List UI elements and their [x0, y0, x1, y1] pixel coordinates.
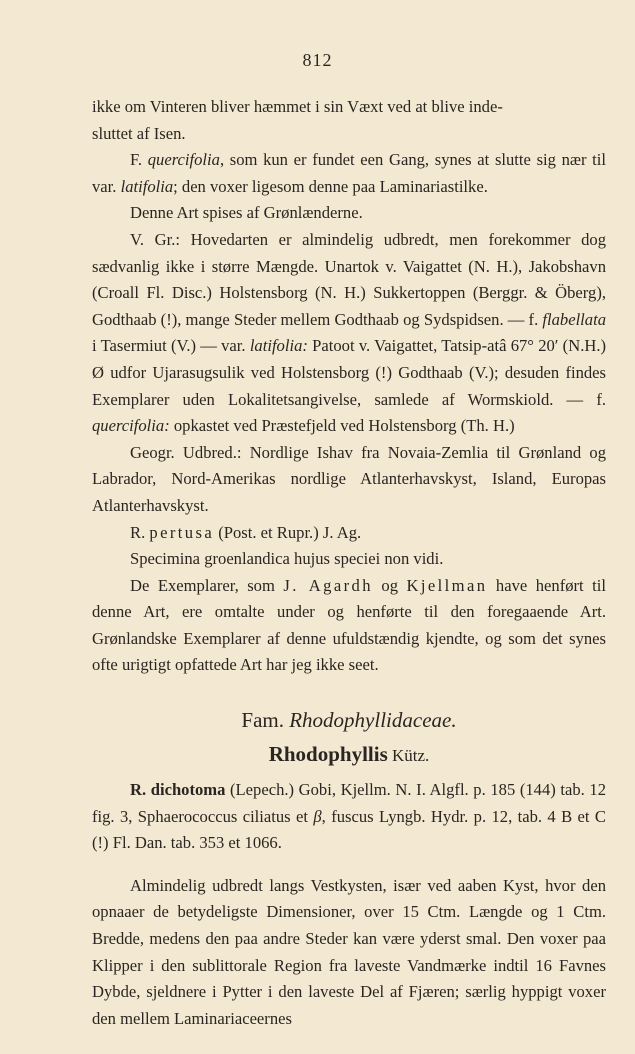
- text-run: ; den voxer ligesom denne paa Laminariastilke.: [173, 176, 488, 196]
- genus-name: Rhodophyllis: [268, 742, 388, 767]
- paragraph-spises: Denne Art spises af Grønlænderne.: [130, 203, 363, 223]
- paragraph-geogr-udbred: Geogr. Udbred.: Nordlige Ishav fra Novaia-Zemlia til Grønland og Labrador, Nord-Amerikas nordlige Atlanterhavskyst, Island, Europas Atlanterhavskyst.: [92, 442, 606, 515]
- text-run: og: [372, 575, 407, 595]
- paragraph-exemplarer: [92, 573, 606, 679]
- text-run: i Tasermiut (V.) — var.: [92, 336, 250, 356]
- text-run: R.: [130, 522, 150, 542]
- text-run: opkastet ved Præstefjeld ved Holstensborg (Th. H.): [169, 416, 515, 436]
- paragraph-distribution-greenland: [92, 227, 606, 440]
- author-name: J. Agardh: [283, 575, 373, 595]
- spacer: [92, 857, 606, 873]
- species-entry-dichotoma: [92, 777, 606, 857]
- page-number: 812: [302, 50, 333, 70]
- italic-term: quercifolia:: [92, 416, 170, 436]
- line-2: sluttet af Isen.: [92, 123, 186, 143]
- italic-term: latifolia: [120, 176, 174, 196]
- author-name: Kjellman: [406, 575, 488, 595]
- text-run: F.: [130, 150, 148, 170]
- text-run: Patoot v. Vaigattet, Tatsip-atâ 67° 20′ (N.H.) Ø udfor Ujarasugsulik ved Holstensborg (!) Godthaab (V.); desuden findes Exemplarer uden Lokalitetsangivelse, samlede af Wormskiold. — f.: [92, 336, 606, 409]
- family-name: Rhodophyllidaceae.: [289, 708, 457, 733]
- paragraph-almindelig: Almindelig udbredt langs Vestkysten, især ved aaben Kyst, hvor den opnaaer de betydeligste Dimensioner, over 15 Ctm. Længde og 1 Ctm. Bredde, medens den paa andre Steder kan være yderst smal. Den voxer paa Klipper i den sublittorale Region fra laveste Vandmærke indtil 16 Favnes Dybde, sjeldnere i Pytter i den laveste Del af Fjæren; særlig hyppigt voxer den mellem Laminariaceernes: [92, 875, 606, 1028]
- species-name: R. dichotoma: [130, 780, 226, 800]
- genus-heading: [92, 739, 606, 771]
- paragraph-specimina: Specimina groenlandica hujus speciei non vidi.: [130, 549, 444, 569]
- italic-term: latifolia:: [249, 336, 308, 356]
- text-run: (Post. et Rupr.) J. Ag.: [214, 522, 362, 542]
- greek-beta: β: [313, 806, 322, 826]
- text-run: , som kun er fundet een Gang, synes at slutte sig nær til var.: [92, 150, 606, 196]
- text-run: De Exemplarer, som: [130, 575, 284, 595]
- text-run: (Lepech.) Gobi, Kjellm. N. I. Algfl. p. 185 (144) tab. 12 fig. 3, Sphaerococcus ciliatus et: [92, 780, 607, 826]
- family-prefix: Fam.: [241, 708, 290, 733]
- paragraph-quercifolia: [92, 147, 606, 200]
- genus-author: Kütz.: [387, 746, 430, 766]
- text-run: , fuscus Lyngb. Hydr. p. 12, tab. 4 B et C (!) Fl. Dan. tab. 353 et 1066.: [92, 806, 606, 853]
- paragraph-isen: [92, 94, 606, 147]
- species-heading-pertusa: [92, 520, 606, 547]
- italic-term: quercifolia: [147, 150, 220, 170]
- text-run: have henført til denne Art, ere omtalte under og henførte til den foregaaende Art. Grønlandske Exemplarer af denne ufuldstændig kjendte, og som det synes ofte urigtigt opfattede Art har jeg ikke seet.: [92, 575, 606, 675]
- family-heading: [92, 705, 606, 735]
- line-1: ikke om Vinteren bliver hæmmet i sin Væxt ved at blive inde-: [92, 97, 503, 116]
- text-run: V. Gr.: Hovedarten er almindelig udbredt, men forekommer dog sædvanlig ikke i større Mængde. Unartok v. Vaigattet (N. H.), Jakobshavn (Croall Fl. Disc.) Holstensborg (N. H.) Sukkertoppen (Berggr. & Öberg), Godthaab (!), mange Steder mellem Godthaab og Sydspidsen. — f.: [92, 229, 606, 329]
- species-name: pertusa: [149, 522, 215, 542]
- italic-term: flabellata: [542, 309, 606, 329]
- text-column: [92, 94, 606, 1032]
